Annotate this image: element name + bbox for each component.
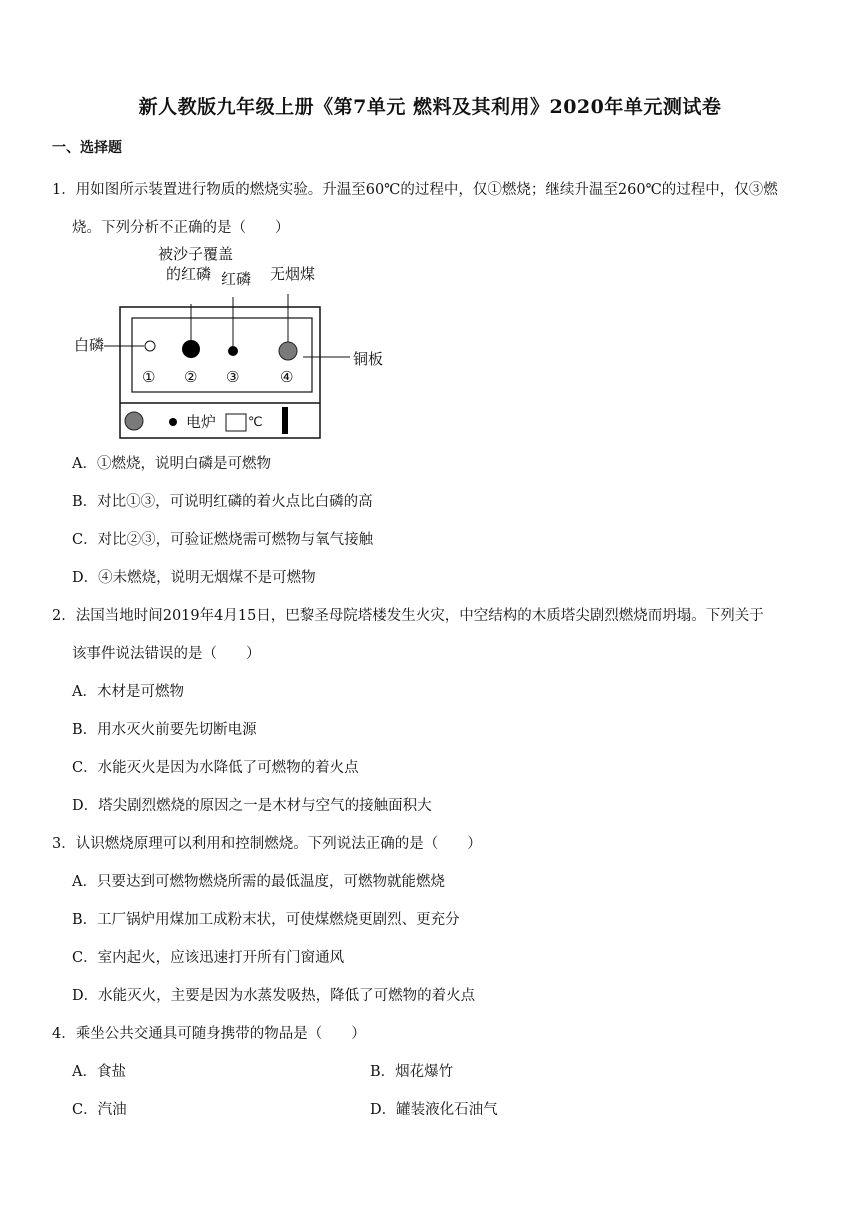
question-4-option-b: B．烟花爆竹 [370, 1064, 454, 1080]
question-4-option-a: A．食盐 [72, 1064, 126, 1080]
white-phosphorus-dot [145, 341, 155, 351]
covered-red-phosphorus-dot [182, 340, 200, 358]
question-1-option-d: D．④未燃烧，说明无烟煤不是可燃物 [72, 570, 316, 586]
question-1-option-a: A．①燃烧，说明白磷是可燃物 [72, 456, 271, 472]
question-1-stem-line-2: 烧。下列分析不正确的是（ ） [72, 220, 290, 236]
question-1-stem-line-1: 1．用如图所示装置进行物质的燃烧实验。升温至60℃的过程中，仅①燃烧；继续升温至260℃的过程中，仅③燃 [52, 182, 778, 198]
label-red-phosphorus: 红磷 [221, 270, 252, 288]
marker-1: ① [142, 368, 156, 386]
label-covered-line-1: 被沙子覆盖 [158, 245, 234, 263]
stove-knob-icon [125, 412, 143, 430]
question-2-stem-line-1: 2．法国当地时间2019年4月15日，巴黎圣母院塔楼发生火灾，中空结构的木质塔尖剧烈燃烧而坍塌。下列关于 [52, 608, 764, 624]
question-4-stem: 4．乘坐公共交通具可随身携带的物品是（ ） [52, 1026, 366, 1042]
question-4-option-c: C．汽油 [72, 1102, 127, 1118]
anthracite-dot [279, 342, 297, 360]
indicator-light-icon [169, 418, 177, 426]
label-copper-plate: 铜板 [353, 350, 384, 368]
label-anthracite: 无烟煤 [270, 265, 316, 283]
red-phosphorus-dot [228, 346, 238, 356]
question-3-option-d: D．水能灭火，主要是因为水蒸发吸热，降低了可燃物的着火点 [72, 988, 476, 1004]
question-2-option-b: B．用水灭火前要先切断电源 [72, 722, 257, 738]
question-2-stem-line-2: 该事件说法错误的是（ ） [72, 646, 261, 662]
question-3-option-b: B．工厂锅炉用煤加工成粉末状，可使煤燃烧更剧烈、更充分 [72, 912, 460, 928]
page-title: 新人教版九年级上册《第7单元 燃料及其利用》2020年单元测试卷 [138, 96, 722, 118]
label-covered-line-2: 的红磷 [166, 265, 212, 283]
marker-2: ② [184, 368, 198, 386]
switch-icon [282, 407, 288, 434]
question-3-stem: 3．认识燃烧原理可以利用和控制燃烧。下列说法正确的是（ ） [52, 836, 482, 852]
question-1-option-c: C．对比②③，可验证燃烧需可燃物与氧气接触 [72, 532, 374, 548]
question-2-option-a: A．木材是可燃物 [72, 684, 184, 700]
question-2-option-d: D．塔尖剧烈燃烧的原因之一是木材与空气的接触面积大 [72, 798, 432, 814]
label-white-phosphorus: 白磷 [74, 336, 105, 354]
section-heading: 一、选择题 [52, 140, 122, 156]
question-2-option-c: C．水能灭火是因为水降低了可燃物的着火点 [72, 760, 359, 776]
question-4-option-d: D．罐装液化石油气 [370, 1102, 498, 1118]
label-stove: 电炉 [186, 413, 217, 431]
question-1-option-b: B．对比①③，可说明红磷的着火点比白磷的高 [72, 494, 373, 510]
temperature-display-icon [226, 414, 246, 431]
marker-3: ③ [226, 368, 240, 386]
question-3-option-c: C．室内起火，应该迅速打开所有门窗通风 [72, 950, 345, 966]
experiment-diagram [74, 240, 394, 440]
label-degree-unit: ℃ [248, 415, 263, 430]
question-3-option-a: A．只要达到可燃物燃烧所需的最低温度，可燃物就能燃烧 [72, 874, 445, 890]
marker-4: ④ [280, 368, 294, 386]
